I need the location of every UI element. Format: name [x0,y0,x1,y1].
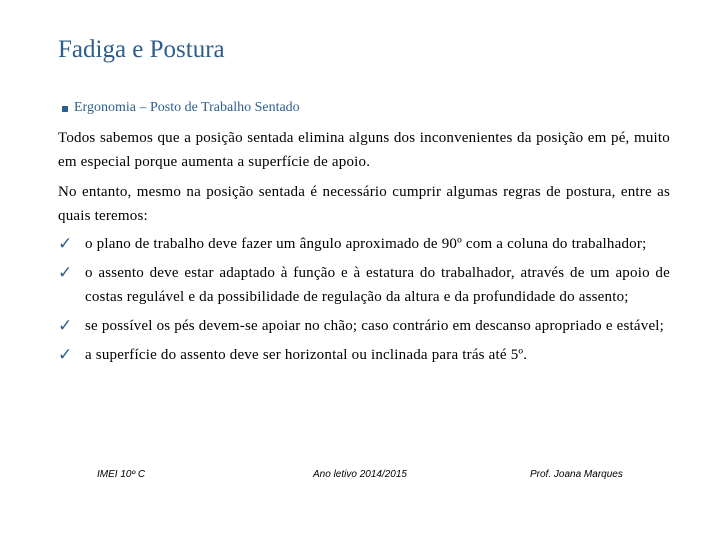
paragraph-rules: No entanto, mesmo na posição sentada é necessário cumprir algumas regras de postura, entre as quais teremos: [58,184,670,224]
subheading-text: Ergonomia – Posto de Trabalho Sentado [74,100,300,115]
checkmark-icon: ✓ [58,263,73,283]
list-item [58,261,670,309]
footer-school-year: Ano letivo 2014/2015 [313,469,407,480]
rules-list [58,232,670,372]
checkmark-icon: ✓ [58,345,73,365]
checkmark-icon: ✓ [58,316,73,336]
slide-title: Fadiga e Postura [58,36,225,63]
footer-class: IMEI 10º C [97,469,146,480]
square-bullet-icon [62,106,68,112]
list-item [58,343,670,367]
checkmark-icon: ✓ [58,234,73,254]
list-item [58,232,670,256]
list-item-text: se possível os pés devem-se apoiar no chão; caso contrário em descanso apropriado e estável; [85,318,665,334]
list-item-text: o assento deve estar adaptado à função e à estatura do trabalhador, através de um apoio de costas regulável e da possibilidade de regulação da altura e da profundidade do assento; [85,265,670,305]
section-subheading [62,100,300,116]
list-item-text: a superfície do assento deve ser horizontal ou inclinada para trás até 5º. [85,347,528,363]
paragraph-intro: Todos sabemos que a posição sentada elimina alguns dos inconvenientes da posição em pé, muito em especial porque aumenta a superfície de apoio. [58,130,670,170]
list-item [58,314,670,338]
footer-teacher: Prof. Joana Marques [530,469,623,480]
list-item-text: o plano de trabalho deve fazer um ângulo aproximado de 90º com a coluna do trabalhador; [85,236,647,252]
